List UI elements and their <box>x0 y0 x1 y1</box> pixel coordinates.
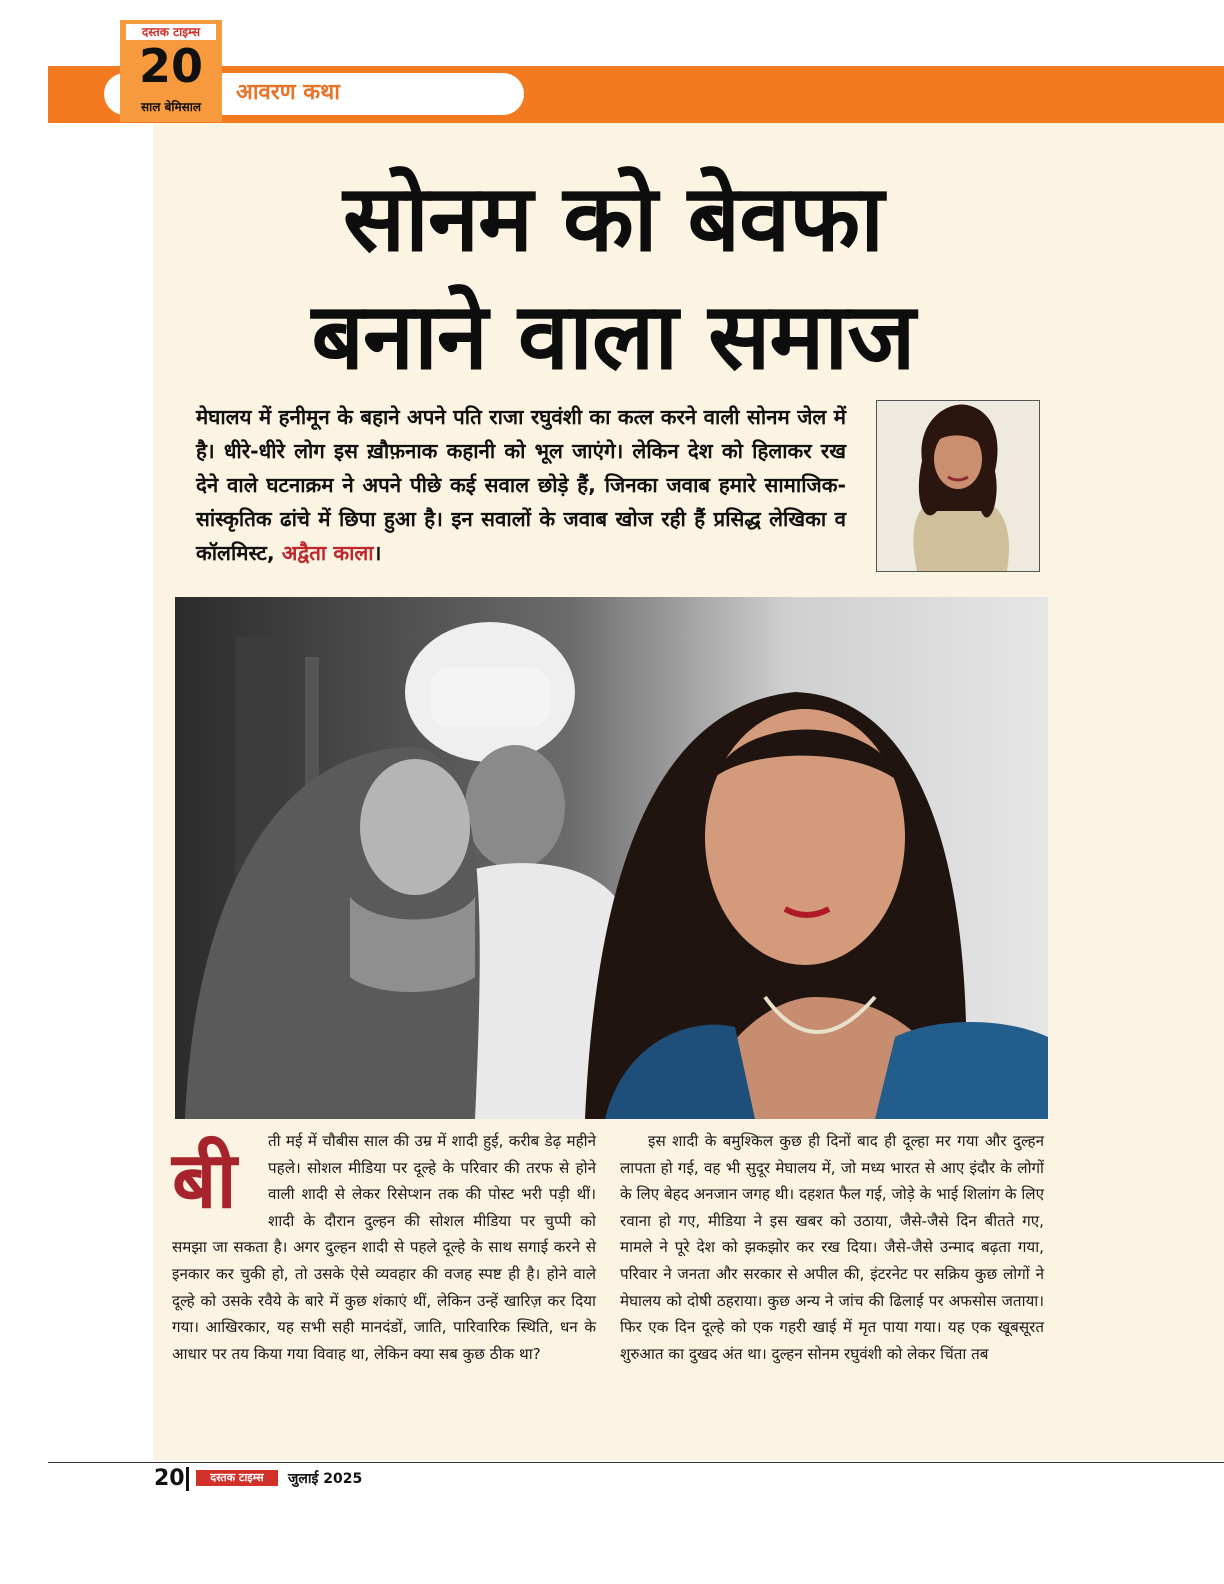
issue-date: जुलाई 2025 <box>288 1471 363 1487</box>
main-photo <box>175 597 1048 1119</box>
section-label: आवरण कथा <box>236 80 340 105</box>
headline-line-1: सोनम को बेवफा <box>342 165 884 272</box>
badge-subtitle: साल बेमिसाल <box>140 100 202 114</box>
page-number: 20 <box>154 1466 185 1491</box>
anniversary-badge <box>120 20 222 122</box>
footer-divider <box>186 1467 189 1491</box>
author-name: अद्वैता काला <box>281 541 374 565</box>
intro-end: । <box>373 541 382 565</box>
column-1-text: ती मई में चौबीस साल की उम्र में शादी हुई, करीब डेढ़ महीने पहले। सोशल मीडिया पर दूल्हे के परिवार की तरफ से होने वाली शादी से लेकर रिसेप्शन तक की पोस्ट भरी पड़ी थीं। शादी के दौरान दुल्हन की सोशल मीडिया पर चुप्पी को समझा जा सकता है। अगर दुल्हन शादी से पहले दूल्हे के साथ सगाई करने से इनकार कर चुकी हो, तो उसके ऐसे व्यवहार की वजह स्पष्ट ही है। होने वाले दूल्हे को उसके रवैये के बारे में कुछ शंकाएं थीं, लेकिन उन्हें खारिज़ कर दिया गया। आखिरकार, यह सभी सही मानदंडों, जाति, पारिवारिक स्थिति, धन के आधार पर तय किया गया विवाह था, लेकिन क्या सब कुछ ठीक था? <box>172 1132 596 1363</box>
headline-line-2: बनाने वाला समाज <box>311 283 915 390</box>
intro-text: मेघालय में हनीमून के बहाने अपने पति राजा रघुवंशी का कत्ल करने वाली सोनम जेल में है। धीरे-धीरे लोग इस ख़ौफ़नाक कहानी को भूल जाएंगे। लेकिन देश को हिलाकर रख देने वाले घटनाक्रम ने अपने पीछे कई सवाल छोड़े हैं, जिनका जवाब हमारे सामाजिक-सांस्कृतिक ढांचे में छिपा हुआ है। इन सवालों के जवाब खोज रही हैं प्रसिद्ध लेखिका व कॉलमिस्ट, <box>196 405 846 565</box>
footer-brand-logo: दस्तक टाइम्स <box>196 1470 278 1486</box>
badge-brand-logo: दस्तक टाइम्स <box>126 24 216 40</box>
dropcap: बी <box>172 1136 237 1226</box>
article-column-1 <box>172 1128 596 1367</box>
headline <box>153 160 1073 396</box>
article-column-2: इस शादी के बमुश्किल कुछ ही दिनों बाद ही दूल्हा मर गया और दुल्हन लापता हो गई, वह भी सुदूर मेघालय में, जो मध्य भारत से आए इंदौर के लोगों के लिए बेहद अनजान जगह थी। दहशत फैल गई, जोड़े के भाई शिलांग के लिए रवाना हो गए, मीडिया ने इस खबर को उठाया, जैसे-जैसे दिन बीतते गए, मामले ने पूरे देश को झकझोर कर रख दिया। जैसे-जैसे उन्माद बढ़ता गया, परिवार ने जनता और सरकार से अपील की, इंटरनेट पर सक्रिय कुछ लोगों ने मेघालय को दोषी ठहराया। कुछ अन्य ने जांच की ढिलाई पर अफसोस जताया। फिर एक दिन दूल्हे को एक गहरी खाई में मृत पाया गया। यह एक खूबसूरत शुरुआत का दुखद अंत था। दुल्हन सोनम रघुवंशी को लेकर चिंता तब <box>620 1132 1044 1363</box>
footer-rule <box>48 1462 1224 1463</box>
intro-deck <box>196 400 846 570</box>
badge-number: 20 <box>138 39 203 93</box>
author-photo <box>876 400 1040 572</box>
